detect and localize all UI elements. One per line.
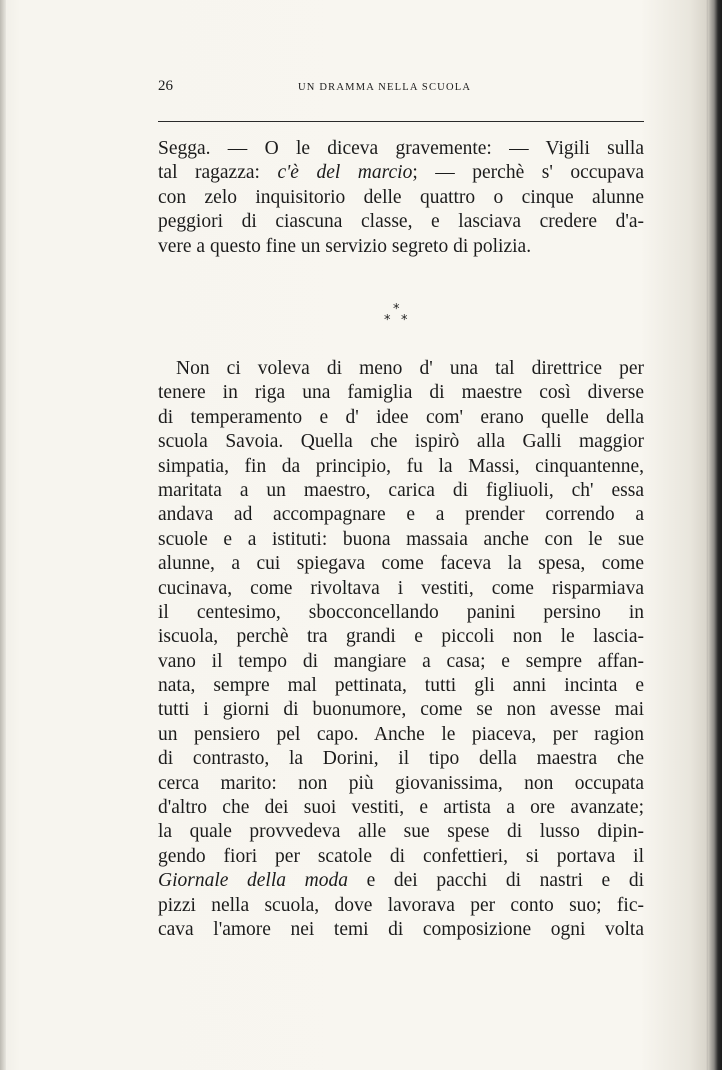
text-line: di contrasto, la Dorini, il tipo della maestra che xyxy=(158,748,644,770)
page-number: 26 xyxy=(158,78,173,94)
text-line xyxy=(158,161,644,185)
italic-phrase: Giornale della moda xyxy=(158,870,348,892)
text-segment: tal ragazza: xyxy=(158,162,278,184)
text-line: gendo fiori per scatole di confettieri, si portava il xyxy=(158,845,644,867)
text-line: cucinava, come rivoltava i vestiti, come risparmiava xyxy=(158,577,644,599)
asterism-star: * xyxy=(401,313,408,328)
text-line: peggiori di ciascuna classe, e lasciava credere d'a- xyxy=(158,211,644,233)
asterism-star: * xyxy=(393,302,400,317)
asterism-star: * xyxy=(384,313,391,328)
text-line: la quale provvedeva alle sue spese di lusso dipin- xyxy=(158,821,644,843)
text-line: vano il tempo di mangiare a casa; e sempre affan- xyxy=(158,650,644,672)
paragraph-2 xyxy=(158,357,644,942)
text-line: pizzi nella scuola, dove lavorava per conto suo; fic- xyxy=(158,894,644,916)
text-line: alunne, a cui spiegava come faceva la spesa, come xyxy=(158,553,644,575)
text-line: un pensiero pel capo. Anche le piaceva, per ragion xyxy=(158,723,644,745)
text-line: maritata a un maestro, carica di figliuoli, ch' essa xyxy=(158,479,644,501)
text-line: d'altro che dei suoi vestiti, e artista a ore avanzate; xyxy=(158,797,644,819)
text-segment: ; — perchè s' occupava xyxy=(412,162,644,184)
page-header xyxy=(158,78,644,100)
text-line: iscuola, perchè tra grandi e piccoli non le lascia- xyxy=(158,626,644,648)
page-left-edge xyxy=(0,0,6,1070)
text-line: Non ci voleva di meno d' una tal direttrice per xyxy=(176,358,644,379)
text-line: con zelo inquisitorio delle quattro o cinque alunne xyxy=(158,186,644,208)
text-line: simpatia, fin da principio, fu la Massi, cinquantenne, xyxy=(158,455,644,477)
text-line: tutti i giorni di buonumore, come se non avesse mai xyxy=(158,699,644,721)
text-line: Segga. — O le diceva gravemente: — Vigili sulla xyxy=(158,138,644,159)
running-title: UN DRAMMA NELLA SCUOLA xyxy=(298,82,472,93)
text-line: cerca marito: non più giovanissima, non occupata xyxy=(158,772,644,794)
text-line: tenere in riga una famiglia di maestre così diverse xyxy=(158,382,644,404)
section-break-asterism xyxy=(380,303,414,333)
text-line: scuole e a istituti: buona massaia anche con le sue xyxy=(158,528,644,550)
text-line: nata, sempre mal pettinata, tutti gli anni incinta e xyxy=(158,675,644,697)
page-right-edge-shadow xyxy=(708,0,722,1070)
italic-phrase: c'è del marcio xyxy=(277,162,413,184)
header-rule xyxy=(158,121,644,122)
text-line: cava l'amore nei temi di composizione ogni volta xyxy=(158,918,644,940)
text-line: vere a questo fine un servizio segreto di polizia. xyxy=(158,235,532,257)
text-line: di temperamento e d' idee com' erano quelle della xyxy=(158,406,644,428)
text-line xyxy=(158,869,644,893)
text-line: il centesimo, sbocconcellando panini persino in xyxy=(158,601,644,623)
paragraph-1 xyxy=(158,137,644,259)
text-line: andava ad accompagnare e a prender correndo a xyxy=(158,504,644,526)
text-segment: e dei pacchi di nastri e di xyxy=(347,870,644,892)
text-line: scuola Savoia. Quella che ispirò alla Galli maggior xyxy=(158,431,644,453)
